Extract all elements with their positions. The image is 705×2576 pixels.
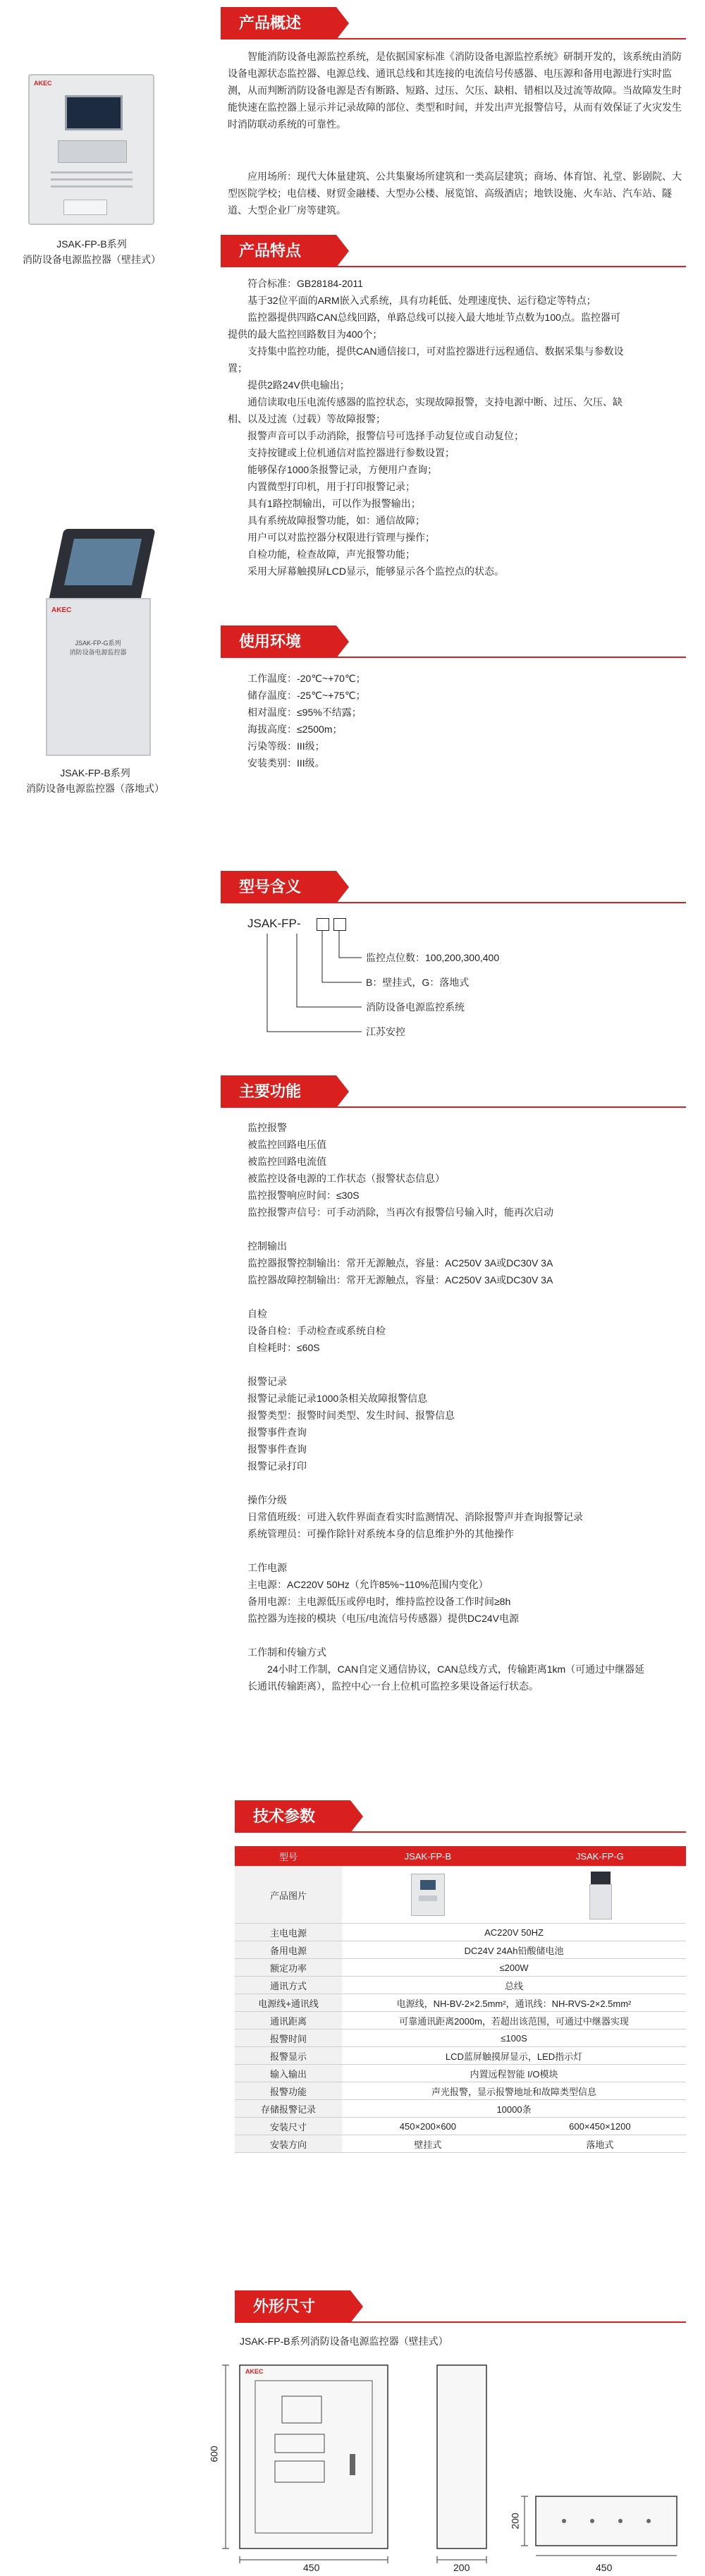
table-cell: LCD蓝屏触摸屏显示，LED指示灯 [342,2047,686,2065]
table-row [235,2082,686,2100]
model-header [221,871,686,903]
function-line: 自检耗时：≤60S [247,1342,320,1353]
function-heading: 操作分级 [247,1494,287,1506]
table-row [235,1977,686,1994]
features-title: 产品特点 [221,235,336,267]
table-label: 报警功能 [235,2082,342,2100]
function-line: 报警记录能记录1000条相关故障报警信息 [247,1393,428,1404]
dimensions-subtitle: JSAK-FP-B系列消防设备电源监控器（壁挂式） [240,2336,448,2347]
table-cell: 内置远程智能 I/O模块 [342,2065,686,2082]
feature-line: 支持集中监控功能，提供CAN通信接口，可对监控器进行远程通信、数据采集与参数设 [247,346,624,357]
table-label: 安装尺寸 [235,2118,342,2135]
table-row [235,2135,686,2153]
front-logo: AKEC [245,2368,264,2375]
model-label-type: B：壁挂式，G：落地式 [366,977,470,988]
model-label-company: 江苏安控 [366,1026,405,1037]
product-image-g [514,1867,686,1924]
wall-device-caption: JSAK-FP-B系列 消防设备电源监控器（壁挂式） [23,238,161,265]
specs-header [235,1800,686,1833]
table-row [235,2029,686,2047]
table-label: 通讯距离 [235,2012,342,2029]
function-heading: 工作制和传输方式 [247,1647,326,1658]
table-label: 输入输出 [235,2065,342,2082]
table-header-row [235,1846,686,1867]
overview-title: 产品概述 [221,7,336,39]
model-label-points: 监控点位数：100,200,300,400 [366,952,500,963]
feature-line: 能够保存1000条报警记录，方便用户查询； [247,464,438,475]
header-arrow [336,871,349,903]
header-arrow [336,625,349,658]
table-cell: 声光报警，显示报警地址和故障类型信息 [342,2082,686,2100]
function-heading: 报警记录 [247,1376,287,1387]
header-arrow [336,1075,349,1108]
table-header-cell: 型号 [235,1846,342,1867]
function-line: 备用电源：主电源低压或停电时，维持监控设备工作时间≥8h [247,1596,511,1607]
table-cell: ≤200W [342,1959,686,1977]
table-cell: 10000条 [342,2100,686,2118]
table-cell: 可靠通讯距离2000m，若超出该范围，可通过中继器实现 [342,2012,686,2029]
feature-line: 支持按键或上位机通信对监控器进行参数设置； [247,447,455,458]
overview-paragraph-2: 应用场所：现代大体量建筑、公共集聚场所建筑和一类高层建筑；商场、体育馆、礼堂、影剧院、大型医院学校；电信楼、财贸金融楼、大型办公楼、展览馆、高级酒店；地铁设施、火车站、汽车站、隧道、大型企业厂房等建筑。 [228,171,682,216]
wall-mounted-device-image [28,74,154,225]
header-rule [235,1831,686,1833]
feature-line: 监控器提供四路CAN总线回路，单路总线可以接入最大地址节点数为100点。监控器可 [247,312,620,323]
feature-line: 报警声音可以手动消除，报警信号可选择手动复位或自动复位； [247,430,524,441]
environment-title: 使用环境 [221,625,336,658]
table-label: 额定功率 [235,1959,342,1977]
function-line: 被监控回路电流值 [247,1156,326,1167]
mini-wall-device-icon [411,1874,445,1916]
table-row [235,2100,686,2118]
mini-floor-device-icon [588,1872,612,1918]
function-line: 报警类型：报警时间类型、发生时间、报警信息 [247,1410,455,1421]
header-rule [221,1106,686,1108]
kiosk-body [46,598,151,756]
functions-list [247,1119,685,1695]
dimensions-header [235,2290,686,2323]
feature-line: 提供2路24V供电输出； [247,379,350,391]
header-rule [235,2321,686,2323]
function-line: 主电源：AC220V 50Hz（允许85%~110%范围内变化） [247,1579,489,1590]
model-code-diagram [247,915,670,1056]
function-line: 报警事件查询 [247,1443,307,1455]
function-line: 报警记录打印 [247,1460,307,1472]
table-row [235,1994,686,2012]
environment-line: 污染等级：III级； [247,740,325,752]
function-line: 监控器报警控制输出：常开无源触点，容量：AC250V 3A或DC30V 3A [247,1257,553,1269]
top-depth-label: 200 [509,2513,521,2529]
device-logo: AKEC [34,80,52,87]
side-width-label: 200 [453,2562,470,2573]
overview-paragraph-1: 智能消防设备电源监控系统，是依据国家标准《消防设备电源监控系统》研制开发的，该系统由消防设备电源状态监控器、电源总线、通讯总线和其连接的电流信号传感器、电压源和备用电源进行实时监测，从而判断消防设备电源是否有断路、短路、过压、欠压、缺相、错相以及过流等故障。当故障发生时能快速在监控器上显示并记录故障的部位、类型和时间，并发出声光报警信号，从而有效保证了火灾发生时消防联动系统的可靠性。 [228,51,682,130]
header-rule [221,38,686,39]
front-view-drawing [212,2355,423,2567]
table-row [235,1924,686,1941]
top-view-drawing [515,2489,691,2560]
function-heading: 自检 [247,1308,267,1319]
environment-line: 工作温度：-20℃~+70℃； [247,673,366,684]
model-label-system: 消防设备电源监控系统 [366,1001,465,1013]
side-view-drawing [423,2355,508,2567]
feature-line: 通信读取电压电流传感器的监控状态，实现故障报警，支持电源中断、过压、欠压、缺 [247,396,623,408]
header-rule [221,902,686,903]
feature-line: 具有1路控制输出，可以作为报警输出； [247,498,421,509]
model-code: JSAK-FP- [247,917,301,930]
table-cell: DC24V 24Ah铅酸储电池 [342,1941,686,1959]
functions-title: 主要功能 [221,1075,336,1108]
function-line: 被监控设备电源的工作状态（报警状态信息） [247,1173,445,1184]
table-label: 安装方向 [235,2135,342,2153]
feature-line: 采用大屏幕触摸屏LCD显示，能够显示各个监控点的状态。 [247,566,505,577]
model-title: 型号含义 [221,871,336,903]
function-line: 报警事件查询 [247,1427,307,1438]
kiosk-logo: AKEC [51,606,72,614]
header-arrow [336,235,349,267]
overview-header [221,7,686,39]
front-width-label: 450 [303,2562,320,2573]
table-row [235,2012,686,2029]
function-line: 系统管理员：可操作除针对系统本身的信息维护外的其他操作 [247,1528,514,1539]
environment-line: 海拔高度：≤2500m； [247,724,343,735]
function-line: 监控报警声信号：可手动消除，当再次有报警信号输入时，能再次启动 [247,1207,553,1218]
header-rule [221,266,686,267]
product-image-b [342,1867,514,1924]
header-arrow [350,1800,363,1833]
environment-list [247,670,366,771]
table-cell: 600×450×1200 [514,2118,686,2135]
feature-line: 相、以及过流（过载）等故障报警； [228,413,386,425]
table-row [235,1959,686,1977]
function-line: 日常值班级：可进入软件界面查看实时监测情况、消除报警声并查询报警记录 [247,1511,583,1522]
table-label: 存储报警记录 [235,2100,342,2118]
function-heading: 工作电源 [247,1562,287,1573]
feature-line: 用户可以对监控器分权限进行管理与操作； [247,532,435,543]
feature-line: 提供的最大监控回路数目为400个； [228,329,383,340]
feature-line: 置； [228,362,247,374]
table-row [235,1867,686,1924]
kiosk-screen [64,539,142,585]
header-arrow [336,7,349,39]
function-heading: 监控报警 [247,1122,287,1133]
function-heading: 控制输出 [247,1240,287,1252]
specs-title: 技术参数 [235,1800,350,1833]
function-line: 设备自检：手动检查或系统自检 [247,1325,386,1336]
top-width-label: 450 [596,2562,613,2573]
table-label: 主电电源 [235,1924,342,1941]
features-header [221,235,686,267]
table-cell: 电源线，NH-BV-2×2.5mm²，通讯线：NH-RVS-2×2.5mm² [342,1994,686,2012]
device-keypad [58,140,127,163]
header-rule [221,657,686,658]
dimensions-title: 外形尺寸 [235,2290,350,2323]
table-row [235,2065,686,2082]
table-label: 报警显示 [235,2047,342,2065]
table-header-cell: JSAK-FP-B [342,1846,514,1867]
feature-line: 内置微型打印机，用于打印报警记录； [247,481,415,492]
feature-line: 基于32位平面的ARM嵌入式系统，具有功耗低、处理速度快、运行稳定等特点； [247,295,596,306]
device-screen [65,95,123,130]
table-cell: 壁挂式 [342,2135,514,2153]
table-cell: 总线 [342,1977,686,1994]
header-arrow [350,2290,363,2323]
environment-header [221,625,686,658]
table-cell: 450×200×600 [342,2118,514,2135]
environment-line: 安装类别：III级。 [247,757,325,769]
function-line: 被监控回路电压值 [247,1139,326,1150]
functions-header [221,1075,686,1108]
feature-line: 具有系统故障报警功能，如：通信故障； [247,515,425,526]
table-row [235,1941,686,1959]
feature-line: 符合标准：GB28184-2011 [247,278,363,289]
specs-table [235,1846,686,2153]
function-line: 监控器故障控制输出：常开无源触点，容量：AC250V 3A或DC30V 3A [247,1274,553,1286]
function-line: 监控器为连接的模块（电压/电流信号传感器）提供DC24V电源 [247,1613,520,1624]
table-cell: AC220V 50HZ [342,1924,686,1941]
features-list [228,275,686,580]
table-label: 报警时间 [235,2029,342,2047]
function-line: 长通讯传输距离），监控中心一台上位机可监控多果设备运行状态。 [247,1680,539,1692]
table-label: 备用电源 [235,1941,342,1959]
feature-line: 自检功能，检查故障，声光报警功能； [247,549,415,560]
kiosk-label: JSAK-FP-G系列 消防设备电源监控器 [69,640,127,656]
table-header-cell: JSAK-FP-G [514,1846,686,1867]
table-cell: 落地式 [514,2135,686,2153]
floor-device-caption: JSAK-FP-B系列 消防设备电源监控器（落地式） [26,767,164,794]
table-label: 电源线+通讯线 [235,1994,342,2012]
floor-standing-device-image [28,529,162,755]
function-line: 监控报警响应时间：≤30S [247,1190,360,1201]
environment-line: 储存温度：-25℃~+75℃； [247,690,366,701]
device-printer [63,200,107,215]
table-row [235,2047,686,2065]
environment-line: 相对温度：≤95%不结露； [247,707,362,718]
function-line: 24小时工作制，CAN自定义通信协议，CAN总线方式，传输距离1km（可通过中继器延 [267,1664,645,1675]
table-label: 通讯方式 [235,1977,342,1994]
table-label: 产品图片 [235,1867,342,1924]
front-height-label: 600 [208,2446,220,2462]
table-row [235,2118,686,2135]
table-cell: ≤100S [342,2029,686,2047]
